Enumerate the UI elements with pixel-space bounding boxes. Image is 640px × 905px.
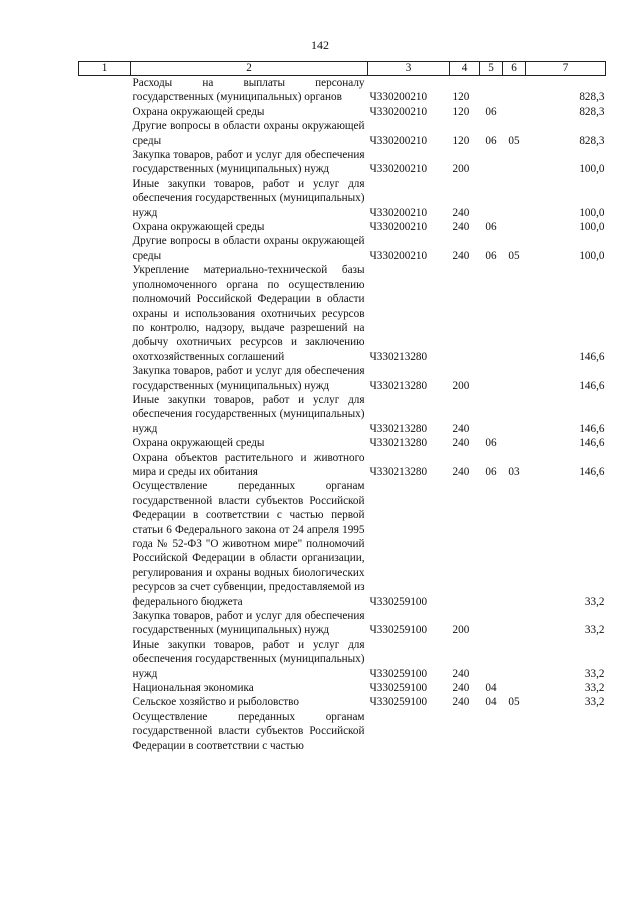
expense-type-cell: 240 bbox=[452, 221, 470, 234]
row-number-cell bbox=[79, 119, 131, 148]
table-row bbox=[79, 609, 606, 638]
section-cell bbox=[480, 148, 503, 177]
expense-type-cell: 240 bbox=[452, 696, 470, 709]
subsection-cell bbox=[503, 220, 526, 234]
target-article-cell: Ч330200210 bbox=[369, 134, 428, 147]
table-row bbox=[79, 479, 606, 609]
column-header: 5 bbox=[480, 62, 503, 76]
section-cell bbox=[480, 263, 503, 364]
section-cell: 06 bbox=[485, 105, 497, 118]
amount-cell: 33,2 bbox=[584, 682, 605, 695]
target-article-cell: Ч330213280 bbox=[369, 350, 428, 363]
row-number-cell bbox=[79, 609, 131, 638]
row-name-cell: Сельское хозяйство и рыболовство bbox=[132, 696, 299, 709]
section-cell: 06 bbox=[485, 134, 497, 147]
row-name-cell: Другие вопросы в области охраны окружающей среды bbox=[132, 120, 365, 147]
target-article-cell: Ч330200210 bbox=[369, 91, 428, 104]
amount-cell: 828,3 bbox=[579, 134, 605, 147]
amount-cell: 100,0 bbox=[579, 249, 605, 262]
row-name-cell: Иные закупки товаров, работ и услуг для обеспечения государственных (муниципальных) нужд bbox=[132, 177, 365, 219]
row-number-cell bbox=[79, 393, 131, 436]
section-cell: 06 bbox=[485, 465, 497, 478]
section-cell: 04 bbox=[485, 696, 497, 709]
section-cell: 06 bbox=[485, 437, 497, 450]
table-row bbox=[79, 148, 606, 177]
table-row bbox=[79, 436, 606, 450]
section-cell bbox=[480, 479, 503, 609]
amount-cell: 828,3 bbox=[579, 91, 605, 104]
row-name-cell: Расходы на выплаты персоналу государственных (муниципальных) органов bbox=[132, 77, 365, 104]
table-row bbox=[79, 105, 606, 119]
row-name-cell: Иные закупки товаров, работ и услуг для обеспечения государственных (муниципальных) нужд bbox=[132, 638, 365, 680]
expense-type-cell: 200 bbox=[452, 624, 470, 637]
target-article-cell: Ч330200210 bbox=[369, 163, 428, 176]
row-number-cell bbox=[79, 105, 131, 119]
expense-type-cell: 240 bbox=[452, 465, 470, 478]
target-article-cell: Ч330259100 bbox=[369, 667, 428, 680]
target-article-cell: Ч330213280 bbox=[369, 465, 428, 478]
subsection-cell bbox=[503, 148, 526, 177]
amount-cell: 146,6 bbox=[579, 350, 605, 363]
amount-cell: 146,6 bbox=[579, 465, 605, 478]
row-name-cell: Осуществление переданных органам государственной власти субъектов Российской Федерации в соответствии с частью первой статьи 6 Федерального закона от 24 апреля 1995 года № 52-ФЗ "О животном мире" полномочий Российской Федерации в области организации, регулирования и охраны водных биологических ресурсов за счет субвенции, предоставляемой из федерального бюджета bbox=[132, 480, 365, 608]
row-name-cell: Закупка товаров, работ и услуг для обеспечения государственных (муниципальных) нужд bbox=[132, 149, 365, 176]
subsection-cell bbox=[503, 681, 526, 695]
table-row bbox=[79, 451, 606, 480]
amount-cell: 33,2 bbox=[584, 595, 605, 608]
subsection-cell bbox=[503, 364, 526, 393]
row-name-cell: Охрана объектов растительного и животного мира и среды их обитания bbox=[132, 451, 365, 478]
target-article-cell: Ч330213280 bbox=[369, 422, 428, 435]
section-cell bbox=[480, 710, 503, 753]
expense-type-cell: 120 bbox=[452, 91, 470, 104]
section-cell: 06 bbox=[485, 249, 497, 262]
amount-cell: 100,0 bbox=[579, 221, 605, 234]
row-number-cell bbox=[79, 220, 131, 234]
subsection-cell bbox=[503, 263, 526, 364]
section-cell bbox=[480, 76, 503, 105]
amount-cell bbox=[526, 710, 606, 753]
subsection-cell bbox=[503, 177, 526, 220]
target-article-cell: Ч330259100 bbox=[369, 682, 428, 695]
row-number-cell bbox=[79, 234, 131, 263]
subsection-cell bbox=[503, 105, 526, 119]
column-header: 7 bbox=[526, 62, 606, 76]
row-number-cell bbox=[79, 479, 131, 609]
row-name-cell: Иные закупки товаров, работ и услуг для обеспечения государственных (муниципальных) нужд bbox=[132, 393, 365, 435]
target-article-cell: Ч330200210 bbox=[369, 221, 428, 234]
amount-cell: 33,2 bbox=[584, 624, 605, 637]
row-number-cell bbox=[79, 638, 131, 681]
target-article-cell: Ч330213280 bbox=[369, 379, 428, 392]
section-cell: 06 bbox=[485, 221, 497, 234]
row-name-cell: Охрана окружающей среды bbox=[132, 221, 265, 234]
table-row bbox=[79, 177, 606, 220]
table-row bbox=[79, 234, 606, 263]
row-number-cell bbox=[79, 364, 131, 393]
target-article-cell: Ч330259100 bbox=[369, 696, 428, 709]
column-header: 3 bbox=[368, 62, 450, 76]
expense-type-cell: 200 bbox=[452, 163, 470, 176]
page-number: 142 bbox=[311, 38, 329, 52]
target-article-cell: Ч330200210 bbox=[369, 249, 428, 262]
table-row bbox=[79, 119, 606, 148]
row-number-cell bbox=[79, 451, 131, 480]
target-article-cell: Ч330259100 bbox=[369, 624, 428, 637]
expense-type-cell: 120 bbox=[452, 105, 470, 118]
subsection-cell: 05 bbox=[508, 696, 520, 709]
expense-type-cell bbox=[450, 710, 480, 753]
row-name-cell: Другие вопросы в области охраны окружающей среды bbox=[132, 235, 365, 262]
subsection-cell bbox=[503, 436, 526, 450]
subsection-cell: 03 bbox=[508, 465, 520, 478]
row-number-cell bbox=[79, 263, 131, 364]
budget-table bbox=[78, 61, 606, 753]
row-name-cell: Закупка товаров, работ и услуг для обеспечения государственных (муниципальных) нужд bbox=[132, 610, 365, 637]
row-name-cell: Осуществление переданных органам государственной власти субъектов Российской Федерации в соответствии с частью bbox=[132, 710, 365, 752]
table-row bbox=[79, 76, 606, 105]
subsection-cell bbox=[503, 393, 526, 436]
row-name-cell: Охрана окружающей среды bbox=[132, 105, 265, 118]
table-row bbox=[79, 263, 606, 364]
section-cell: 04 bbox=[485, 682, 497, 695]
table-row bbox=[79, 681, 606, 695]
row-number-cell bbox=[79, 76, 131, 105]
column-header: 1 bbox=[79, 62, 131, 76]
target-article-cell: Ч330213280 bbox=[369, 437, 428, 450]
table-body bbox=[79, 76, 606, 754]
subsection-cell bbox=[503, 609, 526, 638]
expense-type-cell: 240 bbox=[452, 206, 470, 219]
expense-type-cell: 240 bbox=[452, 249, 470, 262]
subsection-cell: 05 bbox=[508, 134, 520, 147]
row-number-cell bbox=[79, 695, 131, 709]
row-name-cell: Охрана окружающей среды bbox=[132, 437, 265, 450]
target-article-cell: Ч330259100 bbox=[369, 595, 428, 608]
target-article-cell: Ч330200210 bbox=[369, 105, 428, 118]
amount-cell: 100,0 bbox=[579, 163, 605, 176]
amount-cell: 146,6 bbox=[579, 379, 605, 392]
target-article-cell bbox=[368, 710, 450, 753]
target-article-cell: Ч330200210 bbox=[369, 206, 428, 219]
section-cell bbox=[480, 364, 503, 393]
expense-type-cell: 240 bbox=[452, 667, 470, 680]
amount-cell: 100,0 bbox=[579, 206, 605, 219]
expense-type-cell: 240 bbox=[452, 682, 470, 695]
amount-cell: 146,6 bbox=[579, 422, 605, 435]
expense-type-cell: 120 bbox=[452, 134, 470, 147]
amount-cell: 33,2 bbox=[584, 667, 605, 680]
subsection-cell bbox=[503, 638, 526, 681]
subsection-cell bbox=[503, 479, 526, 609]
row-number-cell bbox=[79, 710, 131, 753]
expense-type-cell bbox=[450, 263, 480, 364]
section-cell bbox=[480, 638, 503, 681]
expense-type-cell: 240 bbox=[452, 422, 470, 435]
table-row bbox=[79, 393, 606, 436]
row-name-cell: Укрепление материально-технической базы уполномоченного органа по осуществлению полномочий Российской Федерации в области охраны и использования охотничьих ресурсов по контролю, надзору, выдаче разрешений на добычу охотничьих ресурсов и заключению охотхозяйственных соглашений bbox=[132, 264, 365, 363]
expense-type-cell: 240 bbox=[452, 437, 470, 450]
row-name-cell: Закупка товаров, работ и услуг для обеспечения государственных (муниципальных) нужд bbox=[132, 365, 365, 392]
table-row bbox=[79, 638, 606, 681]
column-header: 2 bbox=[131, 62, 368, 76]
expense-type-cell: 200 bbox=[452, 379, 470, 392]
amount-cell: 33,2 bbox=[584, 696, 605, 709]
column-header: 6 bbox=[503, 62, 526, 76]
subsection-cell bbox=[503, 76, 526, 105]
section-cell bbox=[480, 177, 503, 220]
row-number-cell bbox=[79, 681, 131, 695]
expense-type-cell bbox=[450, 479, 480, 609]
amount-cell: 146,6 bbox=[579, 437, 605, 450]
column-header: 4 bbox=[450, 62, 480, 76]
table-row bbox=[79, 220, 606, 234]
subsection-cell: 05 bbox=[508, 249, 520, 262]
amount-cell: 828,3 bbox=[579, 105, 605, 118]
row-number-cell bbox=[79, 177, 131, 220]
table-header-row bbox=[79, 62, 606, 76]
section-cell bbox=[480, 393, 503, 436]
row-name-cell: Национальная экономика bbox=[132, 682, 254, 695]
row-number-cell bbox=[79, 148, 131, 177]
table-row bbox=[79, 364, 606, 393]
table-row bbox=[79, 695, 606, 709]
subsection-cell bbox=[503, 710, 526, 753]
row-number-cell bbox=[79, 436, 131, 450]
section-cell bbox=[480, 609, 503, 638]
table-row bbox=[79, 710, 606, 753]
